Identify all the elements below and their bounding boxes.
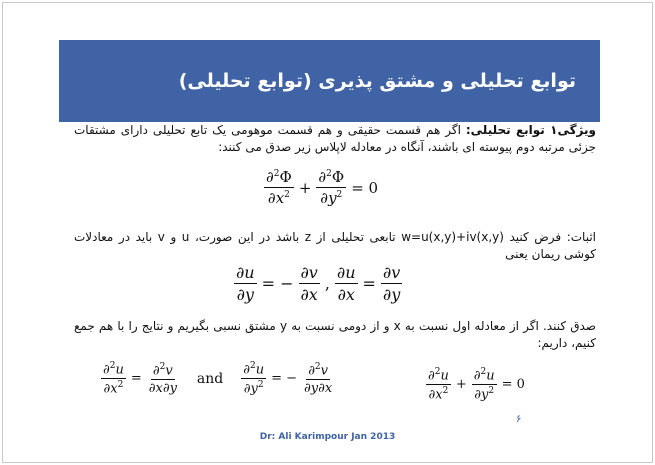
property-heading: ویژگی۱ توابع تحلیلی: [465,123,596,137]
property-paragraph [74,122,596,156]
laplace-u-equation: $\frac{\partial^2u}{\partial x^2}$ + $\frac{\partial^2u}{\partial y^2}$ = 0 [428,367,525,403]
footer-author: Dr: Ali Karimpour Jan 2013 [259,432,396,442]
cauchy-riemann-equations: $\frac{\partial u}{\partial y}$ = − $\frac{\partial v}{\partial x}$ , $\frac{\partial u}{\partial x}$ = $\frac{\partial v}{\partial y}$ [236,263,401,304]
property-text: اگر هم قسمت حقیقی و هم قسمت موهومی یک تابع تحلیلی دارای مشتقات جزئی مرتبه دوم پیوسته ای باشند، آنگاه در معادله لاپلاس زیر صدق می کنند: [74,123,596,154]
derivation-paragraph: صدق کنند. اگر از معادله اول نسبت به x و از دومی نسبت به y مشتق نسبی بگیریم و نتایج را با هم جمع کنیم، داریم: [74,319,596,350]
mixed-derivative-equations: $\frac{\partial^2u}{\partial x^2}$ = $\frac{\partial^2v}{\partial x\partial y}$ and $\frac{\partial^2u}{\partial y^2}$ = − $\frac{\partial^2v}{\partial y\partial x}$ [103,361,333,397]
proof-paragraph: اثبات: فرض کنید w=u(x,y)+iv(x,y) تابعی تحلیلی از z باشد در این صورت، u و v باید در معادلات کوشی ریمان یعنی [74,230,596,261]
slide-title: توابع تحلیلی و مشتق پذیری (توابع تحلیلی) [178,70,576,92]
laplace-equation: $\frac{\partial^2\Phi}{\partial x^2}$ + $\frac{\partial^2\Phi}{\partial y^2}$ = 0 [266,168,379,207]
and-word: and [196,370,224,387]
title-bar [59,40,600,122]
page-number: ۶ [516,414,522,425]
